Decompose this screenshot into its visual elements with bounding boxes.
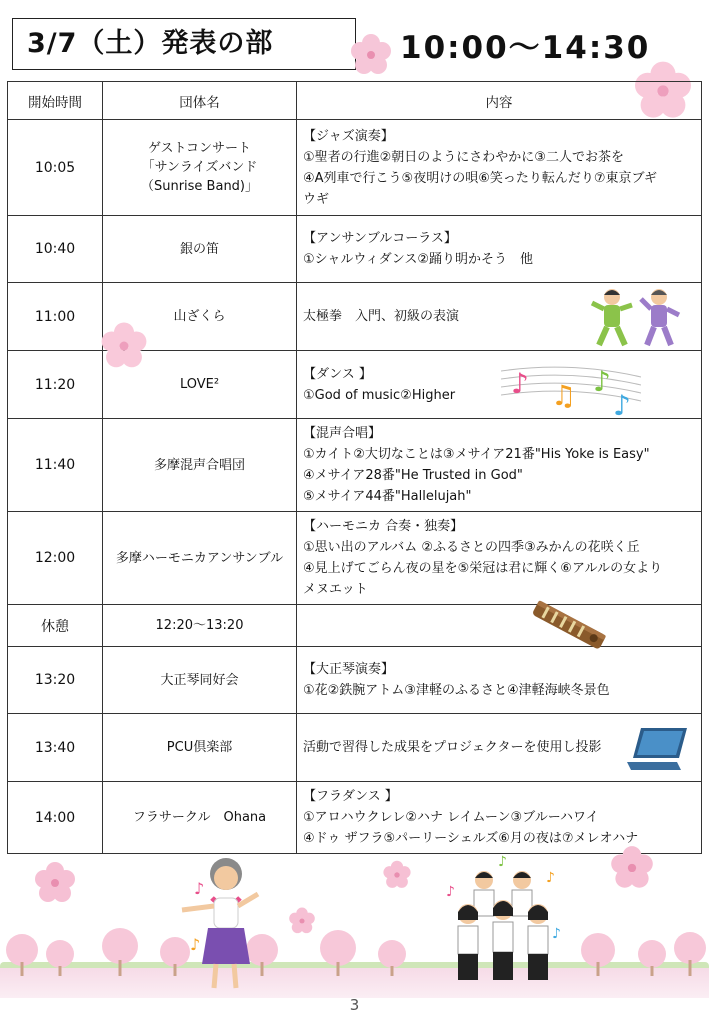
svg-text:♪: ♪ xyxy=(498,854,507,870)
table-row xyxy=(8,647,702,714)
sakura-icon xyxy=(380,858,414,892)
start-time: 11:00 xyxy=(8,283,103,351)
choir-icon xyxy=(446,852,566,990)
sakura-icon xyxy=(30,858,80,908)
start-time: 13:40 xyxy=(8,714,103,782)
svg-text:♪: ♪ xyxy=(190,935,201,954)
column-header-group: 団体名 xyxy=(103,82,297,120)
svg-text:♪: ♪ xyxy=(511,367,529,400)
svg-text:♪: ♪ xyxy=(552,926,561,942)
group-name: LOVE² xyxy=(103,351,297,419)
hula-dancer-icon xyxy=(172,854,268,994)
laptop-icon xyxy=(627,724,693,774)
program-content xyxy=(297,605,702,647)
program-content: 【ダンス 】 ①God of music②Higher ♪ ♫ ♪ ♪ xyxy=(297,351,702,419)
start-time: 13:20 xyxy=(8,647,103,714)
start-time: 10:05 xyxy=(8,120,103,216)
table-row xyxy=(8,120,702,216)
program-content: 【ハーモニカ 合奏・独奏】 ①思い出のアルバム ②ふるさとの四季③みかんの花咲く丘 ④見上げてごらん夜の星を⑤栄冠は君に輝く⑥アルルの女より メヌエット xyxy=(297,512,702,605)
column-header-time: 開始時間 xyxy=(8,82,103,120)
time-range: 10:00～14:30 xyxy=(400,30,651,66)
table-row xyxy=(8,419,702,512)
table-row xyxy=(8,512,702,605)
table-row xyxy=(8,216,702,283)
table-row xyxy=(8,605,702,647)
program-content: 【大正琴演奏】 ①花②鉄腕アトム③津軽のふるさと④津軽海峡冬景色 xyxy=(297,647,702,714)
start-time: 11:20 xyxy=(8,351,103,419)
koto-icon xyxy=(527,599,611,651)
tai-chi-icon xyxy=(587,285,687,349)
start-time: 10:40 xyxy=(8,216,103,283)
group-name: 大正琴同好会 xyxy=(103,647,297,714)
sakura-icon xyxy=(96,318,152,374)
group-name: 多摩混声合唱団 xyxy=(103,419,297,512)
program-content: 活動で習得した成果をプロジェクターを使用し投影 xyxy=(297,714,702,782)
schedule-table xyxy=(7,81,702,854)
program-content: 太極拳 入門、初級の表演 xyxy=(297,283,702,351)
sakura-icon xyxy=(286,905,318,937)
break-label: 休憩 xyxy=(8,605,103,647)
cherry-tree-icon xyxy=(0,910,709,980)
svg-text:♪: ♪ xyxy=(613,389,631,417)
svg-text:♫: ♫ xyxy=(551,379,577,412)
music-notes-icon xyxy=(501,357,641,417)
page-title: 3/7（土）発表の部 xyxy=(12,18,356,70)
program-content: 【アンサンブルコーラス】 ①シャルウィダンス②踊り明かそう 他 xyxy=(297,216,702,283)
group-name: PCU倶楽部 xyxy=(103,714,297,782)
break-time-range: 12:20～13:20 xyxy=(103,605,297,647)
start-time: 14:00 xyxy=(8,782,103,854)
sakura-icon xyxy=(346,30,396,80)
program-content: 【フラダンス 】 ①アロハウクレレ②ハナ レイムーン③ブルーハワイ ④ドゥ ザフラ⑤パーリーシェルズ⑥月の夜は⑦メレオハナ xyxy=(297,782,702,854)
group-name: 銀の笛 xyxy=(103,216,297,283)
svg-text:♪: ♪ xyxy=(446,884,455,900)
group-name: フラサークル Ohana xyxy=(103,782,297,854)
column-header-content: 内容 xyxy=(297,82,702,120)
table-row xyxy=(8,714,702,782)
group-name: ゲストコンサート 「サンライズバンド （Sunrise Band)」 xyxy=(103,120,297,216)
page-number: 3 xyxy=(349,996,360,1014)
start-time: 12:00 xyxy=(8,512,103,605)
svg-text:♪: ♪ xyxy=(194,879,205,898)
table-row xyxy=(8,782,702,854)
program-content: 【混声合唱】 ①カイト②大切なことは③メサイア21番"His Yoke is Easy" ④メサイア28番"He Trusted in God" ⑤メサイア44番"Hallelujah" xyxy=(297,419,702,512)
table-header-row xyxy=(8,82,702,120)
group-name: 多摩ハーモニカアンサンブル xyxy=(103,512,297,605)
program-content: 【ジャズ演奏】 ①聖者の行進②朝日のようにさわやかに③二人でお茶を ④A列車で行こう⑤夜明けの唄⑥笑ったり転んだり⑦東京ブギ ウギ xyxy=(297,120,702,216)
svg-text:♪: ♪ xyxy=(546,870,555,886)
start-time: 11:40 xyxy=(8,419,103,512)
group-name: 山ざくら xyxy=(103,283,297,351)
svg-text:♪: ♪ xyxy=(593,365,611,398)
sakura-icon xyxy=(606,842,658,894)
